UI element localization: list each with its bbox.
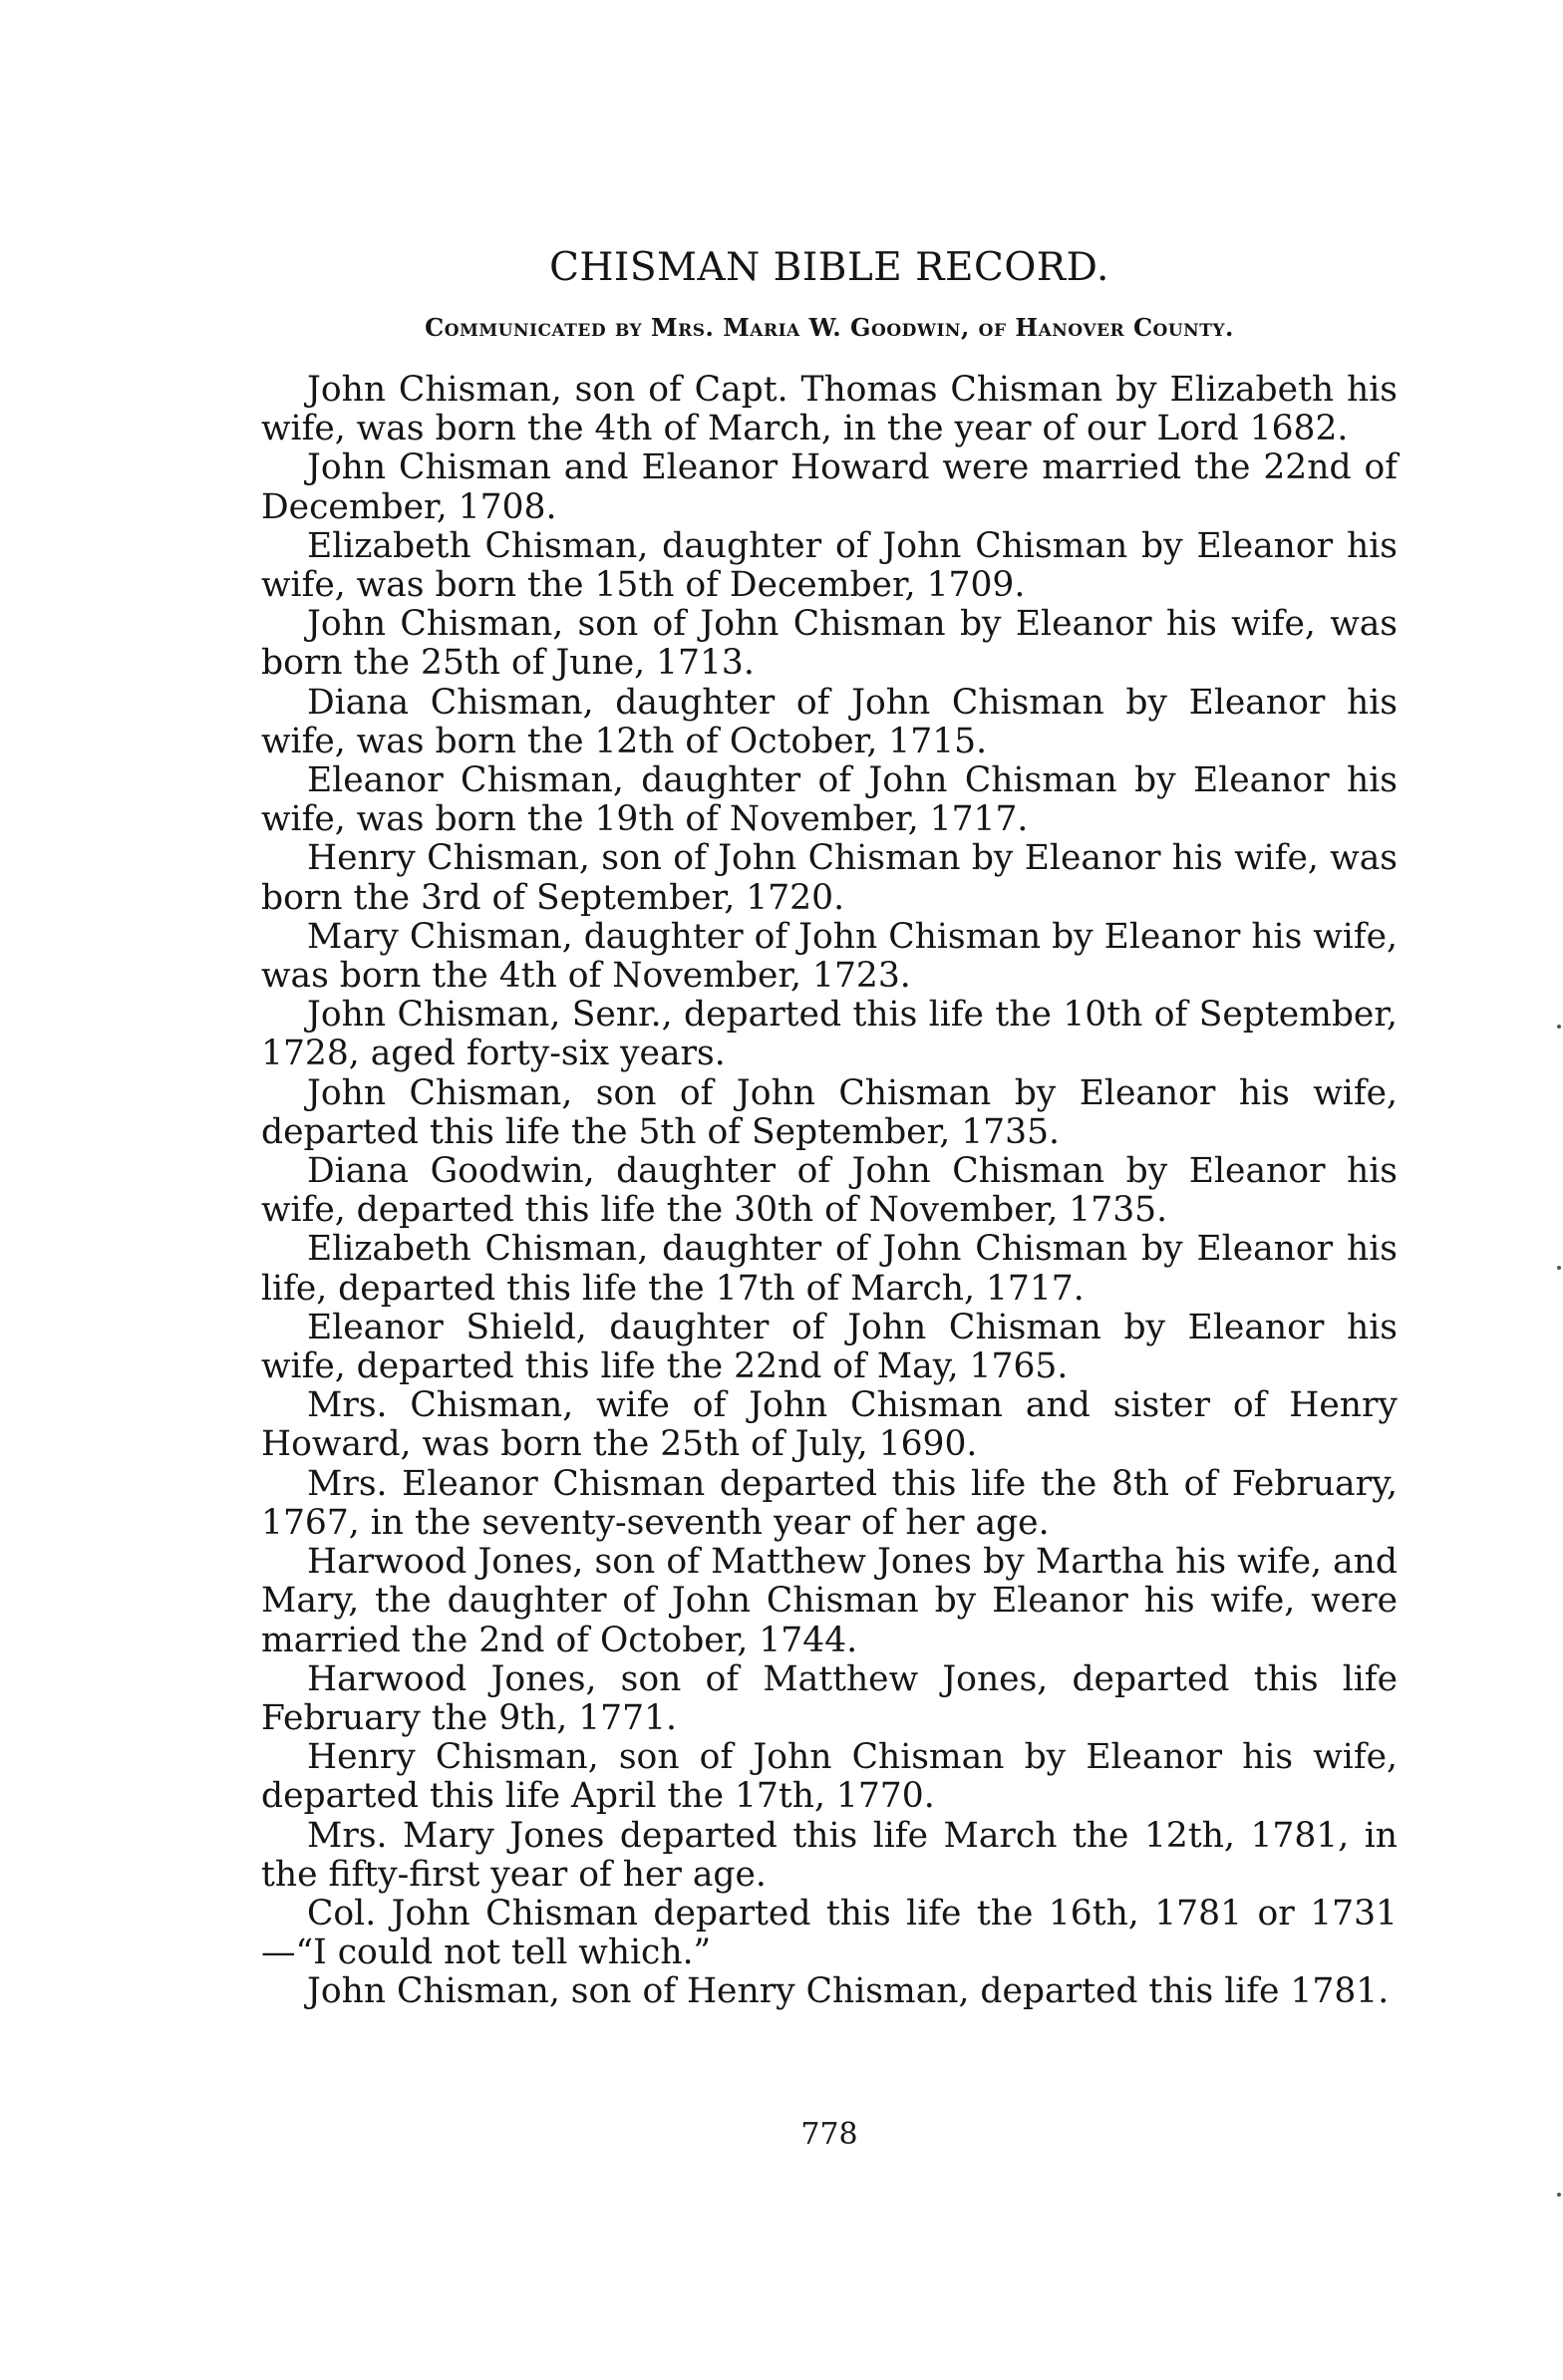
- record-entry: Harwood Jones, son of Matthew Jones, departed this life February the 9th, 1771.: [261, 1658, 1398, 1738]
- record-entry: Henry Chisman, son of John Chisman by Eleanor his wife, was born the 3rd of September, 1720.: [261, 838, 1398, 918]
- record-entry: John Chisman, son of Capt. Thomas Chisman by Elizabeth his wife, was born the 4th of March, in the year of our Lord 1682.: [261, 370, 1398, 449]
- record-entry: John Chisman, son of Henry Chisman, departed this life 1781.: [307, 1971, 1390, 2012]
- record-entry: Mary Chisman, daughter of John Chisman by Eleanor his wife, was born the 4th of November, 1723.: [261, 916, 1398, 997]
- record-entry: Diana Chisman, daughter of John Chisman by Eleanor his wife, was born the 12th of October, 1715.: [261, 682, 1398, 761]
- record-entry: Mrs. Mary Jones departed this life March the 12th, 1781, in the fifty-first year of her age.: [261, 1815, 1398, 1895]
- page-number: 778: [800, 2117, 858, 2152]
- byline: Communicated by Mrs. Maria W. Goodwin, of Hanover County.: [425, 313, 1234, 342]
- record-entry: Eleanor Chisman, daughter of John Chisman by Eleanor his wife, was born the 19th of November, 1717.: [261, 760, 1398, 840]
- page-title: CHISMAN BIBLE RECORD.: [549, 245, 1109, 290]
- record-entry: John Chisman, Senr., departed this life the 10th of September, 1728, aged forty-six years.: [261, 995, 1398, 1074]
- record-entries: [261, 371, 1398, 2012]
- record-entry: John Chisman, son of John Chisman by Eleanor his wife, departed this life the 5th of September, 1735.: [261, 1072, 1398, 1152]
- record-entry: Eleanor Shield, daughter of John Chisman by Eleanor his wife, departed this life the 22nd of May, 1765.: [261, 1307, 1398, 1387]
- margin-speck: [1557, 1025, 1561, 1029]
- record-entry: John Chisman, son of John Chisman by Eleanor his wife, was born the 25th of June, 1713.: [261, 604, 1398, 684]
- record-entry: Mrs. Chisman, wife of John Chisman and sister of Henry Howard, was born the 25th of July, 1690.: [261, 1385, 1398, 1465]
- record-entry: Diana Goodwin, daughter of John Chisman by Eleanor his wife, departed this life the 30th of November, 1735.: [261, 1151, 1398, 1231]
- margin-speck: [1557, 2193, 1561, 2197]
- record-entry: Elizabeth Chisman, daughter of John Chisman by Eleanor his life, departed this life the 17th of March, 1717.: [261, 1229, 1398, 1309]
- record-entry: Henry Chisman, son of John Chisman by Eleanor his wife, departed this life April the 17th, 1770.: [261, 1737, 1398, 1817]
- record-entry: Mrs. Eleanor Chisman departed this life the 8th of February, 1767, in the seventy-seventh year of her age.: [261, 1463, 1398, 1543]
- record-entry: Elizabeth Chisman, daughter of John Chisman by Eleanor his wife, was born the 15th of December, 1709.: [261, 525, 1398, 606]
- record-entry: Harwood Jones, son of Matthew Jones by Martha his wife, and Mary, the daughter of John Chisman by Eleanor his wife, were married the 2nd of October, 1744.: [261, 1542, 1398, 1660]
- margin-speck: [1557, 1266, 1561, 1270]
- record-entry: John Chisman and Eleanor Howard were married the 22nd of December, 1708.: [261, 447, 1398, 527]
- record-entry: Col. John Chisman departed this life the 16th, 1781 or 1731—“I could not tell which.”: [261, 1893, 1398, 1973]
